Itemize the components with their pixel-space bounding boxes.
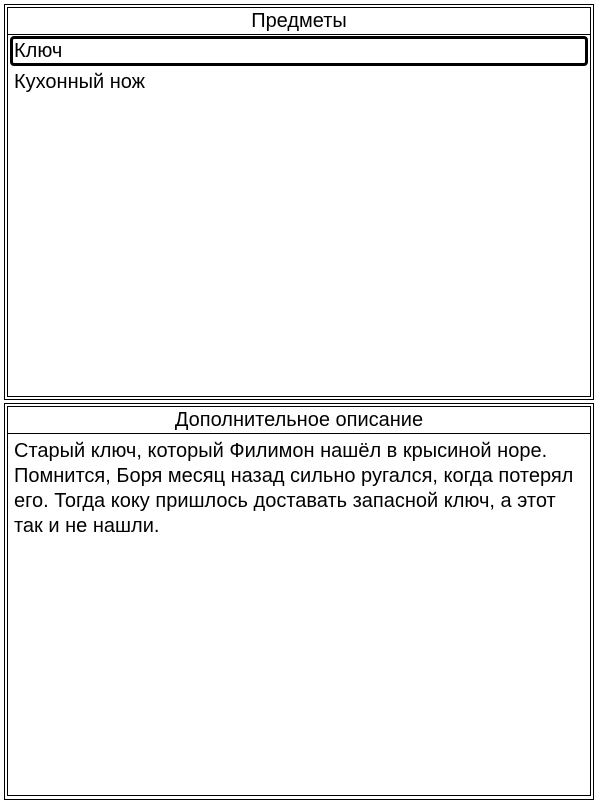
list-item-key[interactable]: Ключ — [10, 36, 588, 66]
description-panel-frame — [7, 406, 591, 796]
items-list — [8, 36, 590, 97]
list-item-kitchen-knife[interactable]: Кухонный нож — [14, 71, 146, 93]
items-panel — [4, 4, 594, 400]
item-description-text: Старый ключ, который Филимон нашёл в крысиной норе. Помнится, Боря месяц назад сильно ругался, когда потерял его. Тогда коку пришлось доставать запасной ключ, а этот так и не нашли. — [14, 440, 574, 537]
description-panel-title: Дополнительное описание — [8, 407, 590, 434]
description-panel — [4, 403, 594, 800]
items-panel-title: Предметы — [8, 8, 590, 35]
items-panel-frame — [7, 7, 591, 397]
